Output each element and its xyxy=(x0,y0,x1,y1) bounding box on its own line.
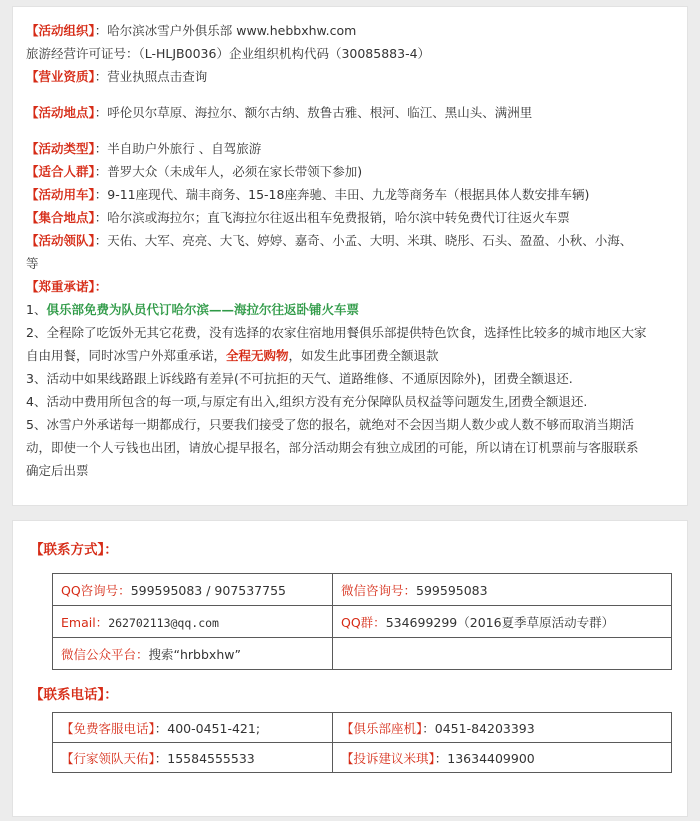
qq-group-cell xyxy=(333,606,672,638)
leader-phone-cell xyxy=(53,743,333,773)
organizer-line xyxy=(26,19,674,42)
qualification-link[interactable]: ：营业执照点击查询 xyxy=(94,69,208,84)
email-label: Email： xyxy=(61,614,109,630)
location-value: ：呼伦贝尔草原、海拉尔、额尔古纳、敖鲁古雅、根河、临江、黑山头、满洲里 xyxy=(94,105,533,120)
wechat-label: 微信咨询号： xyxy=(341,582,417,598)
promise-label: 【郑重承诺】： xyxy=(26,279,108,294)
table-row xyxy=(53,606,672,638)
qq-label: QQ咨询号： xyxy=(61,582,131,598)
vehicle-label: 【活动用车】 xyxy=(26,187,95,202)
phone-table xyxy=(52,712,672,773)
contact-table xyxy=(52,573,672,670)
organizer-label: 【活动组织】 xyxy=(26,23,95,38)
qualification-label: 【营业资质】 xyxy=(26,69,95,84)
complaint-phone-label: 【投诉建议米琪】 xyxy=(341,750,435,766)
wechat-public-cell xyxy=(53,638,333,670)
promise-title xyxy=(26,275,674,298)
promise-2c-text: ，如发生此事团费全额退款 xyxy=(288,348,439,363)
location-label: 【活动地点】 xyxy=(26,105,95,120)
meeting-line xyxy=(26,206,674,229)
promise-1 xyxy=(26,298,674,321)
service-phone-value[interactable]: ：400-0451-421; xyxy=(154,720,261,736)
license-line: 旅游经营许可证号：（L-HLJB0036）企业组织机构代码（30085883-4） xyxy=(26,46,431,61)
crowd-label: 【适合人群】 xyxy=(26,164,95,179)
location-line xyxy=(26,101,674,124)
leader-line xyxy=(26,229,674,252)
service-phone-cell xyxy=(53,713,333,743)
leader-value: ：天佑、大军、亮亮、大飞、婷婷、嘉奇、小孟、大明、米琪、晓彤、石头、盈盈、小秋、小海、 xyxy=(94,233,633,248)
email-value[interactable]: 262702113@qq.com xyxy=(108,615,219,630)
table-row xyxy=(53,743,672,773)
promise-2b-text: 自由用餐，同时冰雪户外郑重承诺， xyxy=(26,348,227,363)
crowd-line xyxy=(26,160,674,183)
table-row xyxy=(53,638,672,670)
leader-phone-label: 【行家领队天佑】 xyxy=(61,750,155,766)
qq-value[interactable]: 599595083 / 907537755 xyxy=(130,582,286,598)
promise-4: 4、活动中费用所包含的每一项,与原定有出入,组织方没有充分保障队员权益等问题发生,团费全额退还. xyxy=(26,394,588,409)
vehicle-value: ：9-11座现代、瑞丰商务、15-18座奔驰、丰田、九龙等商务车（根据具体人数安排车辆) xyxy=(94,187,590,202)
organizer-value[interactable]: ：哈尔滨冰雪户外俱乐部 www.hebbxhw.com xyxy=(94,23,357,38)
no-shopping-highlight: 全程无购物 xyxy=(226,348,289,363)
leader-line-cont: 等 xyxy=(26,256,39,271)
club-phone-label: 【俱乐部座机】 xyxy=(341,720,423,736)
email-cell xyxy=(53,606,333,638)
wechat-public-value[interactable]: 搜索“hrbbxhw” xyxy=(148,646,241,662)
qualification-line xyxy=(26,65,674,88)
phone-title: 【联系电话】： xyxy=(30,687,118,703)
club-phone-cell xyxy=(333,713,672,743)
complaint-phone-value[interactable]: ：13634409900 xyxy=(434,750,535,766)
promise-2b xyxy=(26,344,674,367)
leader-label: 【活动领队】 xyxy=(26,233,95,248)
promise-3: 3、活动中如果线路跟上诉线路有差异(不可抗拒的天气、道路维修、不通原因除外)，团费全额退还. xyxy=(26,371,573,386)
type-label: 【活动类型】 xyxy=(26,141,95,156)
promise-5a: 5、冰雪户外承诺每一期都成行，只要我们接受了您的报名，就绝对不会因当期人数少或人数不够而取消当期活 xyxy=(26,417,634,432)
promise-5b: 动，即使一个人亏钱也出团，请放心提早报名，部分活动期会有独立成团的可能，所以请在订机票前与客服联系 xyxy=(26,440,639,455)
qq-cell xyxy=(53,574,333,606)
contact-title: 【联系方式】： xyxy=(30,542,118,558)
activity-info-card xyxy=(12,6,688,506)
crowd-value: ：普罗大众（未成年人，必须在家长带领下参加) xyxy=(94,164,363,179)
complaint-phone-cell xyxy=(333,743,672,773)
leader-phone-value[interactable]: ：15584555533 xyxy=(154,750,255,766)
promise-2a: 2、全程除了吃饭外无其它花费，没有选择的农家住宿地用餐俱乐部提供特色饮食，选择性比较多的城市地区大家 xyxy=(26,325,647,340)
wechat-cell xyxy=(333,574,672,606)
promise-1-text: 俱乐部免费为队员代订哈尔滨——海拉尔往返卧铺火车票 xyxy=(46,302,359,317)
wechat-value[interactable]: 599595083 xyxy=(416,582,488,598)
vehicle-line xyxy=(26,183,674,206)
meeting-label: 【集合地点】 xyxy=(26,210,95,225)
empty-cell xyxy=(333,638,672,670)
club-phone-value[interactable]: ：0451-84203393 xyxy=(422,720,535,736)
qq-group-label: QQ群： xyxy=(341,614,386,630)
type-value: ：半自助户外旅行 、自驾旅游 xyxy=(94,141,262,156)
type-line xyxy=(26,137,674,160)
qq-group-value[interactable]: 534699299（2016夏季草原活动专群） xyxy=(385,614,615,630)
wechat-public-label: 微信公众平台： xyxy=(61,646,149,662)
service-phone-label: 【免费客服电话】 xyxy=(61,720,155,736)
promise-1-num: 1、 xyxy=(26,302,47,317)
promise-5c: 确定后出票 xyxy=(26,463,89,478)
table-row xyxy=(53,713,672,743)
meeting-value: ：哈尔滨或海拉尔；直飞海拉尔往返出租车免费报销，哈尔滨中转免费代订往返火车票 xyxy=(94,210,570,225)
contact-card xyxy=(12,520,688,817)
table-row xyxy=(53,574,672,606)
